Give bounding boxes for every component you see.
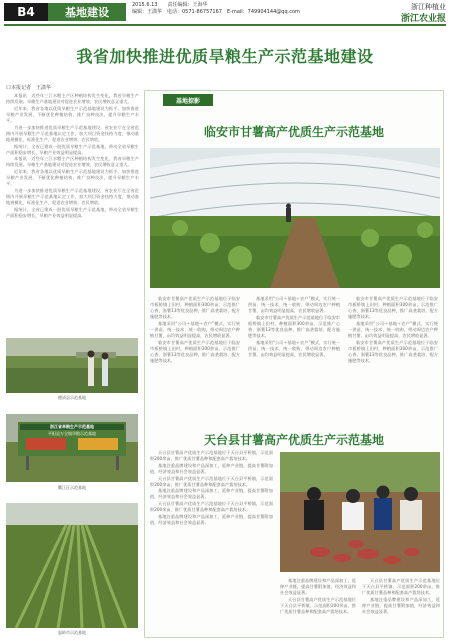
header-rule bbox=[4, 24, 446, 26]
feature-paragraph: 基地采用“公司＋基地＋农户”模式，实行统一供苗、统一技术、统一收购，带动周边农户种植甘薯，亩均效益明显提高，农民增收显著。 bbox=[348, 320, 438, 339]
greenhouse-photo bbox=[150, 148, 440, 288]
article-paragraph: 为进一步加快推进优质旱粮生产示范基地建设，省农业厅在全省范围内开展旱粮生产示范基地认定工作，加大项目资金扶持力度，推动基地规模化、标准化生产，促进农业增效、农民增收。 bbox=[6, 187, 139, 206]
page-number: B4 bbox=[4, 3, 48, 21]
masthead bbox=[0, 0, 450, 24]
section-title: 基地建设 bbox=[48, 3, 126, 21]
crop-rows-image bbox=[6, 503, 138, 628]
feature-subhead-1: 临安市甘薯高产优质生产示范基地 bbox=[203, 125, 384, 139]
photo-caption: 衢江区示范基地 bbox=[58, 485, 86, 490]
photo-caption: 温岭市示范基地 bbox=[58, 630, 86, 635]
article-paragraph: 本报讯 近些年三江水稻主产区种植结构发生变化，我省旱粮生产持续发展。旱粮生产基地建设对促进农业增效、农民增收意义重大。 bbox=[6, 156, 139, 168]
article-paragraph: 为进一步加快推进优质旱粮生产示范基地建设，省农业厅在全省范围内开展旱粮生产示范基地认定工作，加大项目资金扶持力度，推动基地规模化、标准化生产，促进农业增效、农民增收。 bbox=[6, 124, 139, 142]
crop-rows-photo bbox=[6, 503, 138, 628]
feature-paragraph: 天台县甘薯高产优质生产示范基地位于天台县平桥镇，示范面积200余亩，推广优质甘薯品种和配套高产栽培技术。 bbox=[280, 596, 356, 615]
article-paragraph: 近年来，我省各地以优质旱粮生产示范基地建设为抓手，加快推进旱粮产业发展，不断优化种植结构，推广良种良法，提升旱粮生产水平。 bbox=[6, 105, 139, 123]
feature-paragraph: 基地采用“公司＋基地＋农户”模式，实行统一供苗、统一技术、统一收购，带动周边农户种植甘薯，亩均效益明显提高，农民增收显著。 bbox=[248, 296, 340, 314]
feature-paragraph: 临安市甘薯高产优质生产示范基地位于临安市板桥镇上田村，种植面积300余亩，示范推广心香、浙薯13等优良品种，推广高垄栽培、配方施肥等技术。 bbox=[150, 296, 240, 320]
feature-paragraph: 天台县甘薯高产优质生产示范基地位于天台县平桥镇，示范面积200余亩，推广优质甘薯品种和配套高产栽培技术。 bbox=[362, 578, 440, 596]
feature-paragraph: 天台县甘薯高产优质生产示范基地位于天台县平桥镇，示范面积200余亩，推广优质甘薯品种和配套高产栽培技术。 bbox=[150, 501, 273, 513]
feature-paragraph: 临安市甘薯高产优质生产示范基地位于临安市板桥镇上田村，种植面积300余亩，示范推广心香、浙薯13等优良品种，推广高垄栽培、配方施肥等技术。 bbox=[248, 314, 340, 339]
feature-paragraph: 基地采用“公司＋基地＋农户”模式，实行统一供苗、统一技术、统一收购，带动周边农户种植甘薯，亩均效益明显提高，农民增收显著。 bbox=[150, 320, 240, 339]
feature-paragraph: 天台县甘薯高产优质生产示范基地位于天台县平桥镇，示范面积200余亩，推广优质甘薯品种和配套高产栽培技术。 bbox=[150, 450, 273, 462]
feature-paragraph: 基地注重品牌建设和产品深加工，延伸产业链，提高甘薯附加值，经济效益和社会效益显著。 bbox=[150, 462, 273, 474]
photo-caption: 德清县示范基地 bbox=[58, 395, 86, 400]
sweet-potato-harvest-photo bbox=[280, 452, 440, 572]
feature-body-1-col-2 bbox=[248, 296, 340, 424]
feature-paragraph: 临安市甘薯高产优质生产示范基地位于临安市板桥镇上田村，种植面积300余亩，示范推广心香、浙薯13等优良品种，推广高垄栽培、配方施肥等技术。 bbox=[348, 296, 438, 320]
feature-subhead-2: 天台县甘薯高产优质生产示范基地 bbox=[203, 433, 384, 447]
issue-line: 2015.6.13 责任编辑：王海华 bbox=[132, 2, 208, 8]
paper-name: 浙江种植业 bbox=[411, 3, 446, 11]
issue-info bbox=[132, 2, 352, 16]
feature-label: 基地掠影 bbox=[163, 94, 213, 106]
article-byline: 口本报记者 王潇华 bbox=[6, 85, 52, 91]
article-body bbox=[6, 93, 139, 336]
article-headline: 我省加快推进优质旱粮生产示范基地建设 bbox=[76, 47, 374, 66]
paper-logo: 浙江农业报 bbox=[400, 14, 446, 24]
sign-line-1: 浙江省旱粮生产示范基地 bbox=[50, 424, 94, 429]
feature-paragraph: 临安市甘薯高产优质生产示范基地位于临安市板桥镇上田村，种植面积300余亩，示范推广心香、浙薯13等优良品种，推广高垄栽培、配方施肥等技术。 bbox=[348, 339, 438, 364]
article-paragraph: 近年来，我省各地以优质旱粮生产示范基地建设为抓手，加快推进旱粮产业发展，不断优化种植结构，推广良种良法，提升旱粮生产水平。 bbox=[6, 169, 139, 187]
article-paragraph: 本报讯 近些年三江水稻主产区种植结构发生变化，我省旱粮生产持续发展。旱粮生产基地建设对促进农业增效、农民增收意义重大。 bbox=[6, 93, 139, 105]
article-paragraph: 据统计，全省已建成一批优质旱粮生产示范基地，带动全省旱粮生产面积稳步增长，旱粮产业效益明显提高。 bbox=[6, 143, 139, 155]
feature-paragraph: 基地采用“公司＋基地＋农户”模式，实行统一供苗、统一技术、统一收购，带动周边农户种植甘薯，亩均效益明显提高，农民增收显著。 bbox=[248, 339, 340, 358]
feature-paragraph: 天台县甘薯高产优质生产示范基地位于天台县平桥镇，示范面积200余亩，推广优质甘薯品种和配套高产栽培技术。 bbox=[150, 475, 273, 487]
greenhouse-image bbox=[150, 148, 440, 288]
feature-paragraph: 基地注重品牌建设和产品深加工，延伸产业链，提高甘薯附加值，经济效益和社会效益显著。 bbox=[150, 513, 273, 525]
feature-paragraph: 临安市甘薯高产优质生产示范基地位于临安市板桥镇上田村，种植面积300余亩，示范推广心香、浙薯13等优良品种，推广高垄栽培、配方施肥等技术。 bbox=[150, 339, 240, 364]
article-paragraph: 据统计，全省已建成一批优质旱粮生产示范基地，带动全省旱粮生产面积稳步增长，旱粮产业效益明显提高。 bbox=[6, 206, 139, 218]
field-visit-image bbox=[6, 338, 138, 393]
sign-line-2: 平阳县万全镇旱粮示范基地 bbox=[48, 431, 96, 436]
contact-line: 编辑：王潇华 电话：0571-86757167 E-mail：749904144@qq.com bbox=[132, 9, 300, 15]
feature-paragraph: 基地注重品牌建设和产品深加工，延伸产业链，提高甘薯附加值，经济效益和社会效益显著。 bbox=[150, 488, 273, 500]
feature-body-1-col-3 bbox=[348, 296, 438, 424]
field-visit-photo bbox=[6, 338, 138, 393]
feature-body-1-col-1 bbox=[150, 296, 240, 424]
feature-paragraph: 基地注重品牌建设和产品深加工，延伸产业链，提高甘薯附加值，经济效益和社会效益显著。 bbox=[362, 596, 440, 615]
feature-body-2-col-2 bbox=[280, 578, 356, 636]
feature-body-2-col-1 bbox=[150, 450, 273, 635]
feature-paragraph: 基地注重品牌建设和产品深加工，延伸产业链，提高甘薯附加值，经济效益和社会效益显著。 bbox=[280, 578, 356, 596]
sweet-potato-harvest-image bbox=[280, 452, 440, 572]
feature-body-2-col-3 bbox=[362, 578, 440, 636]
sign-board-photo bbox=[6, 414, 138, 482]
